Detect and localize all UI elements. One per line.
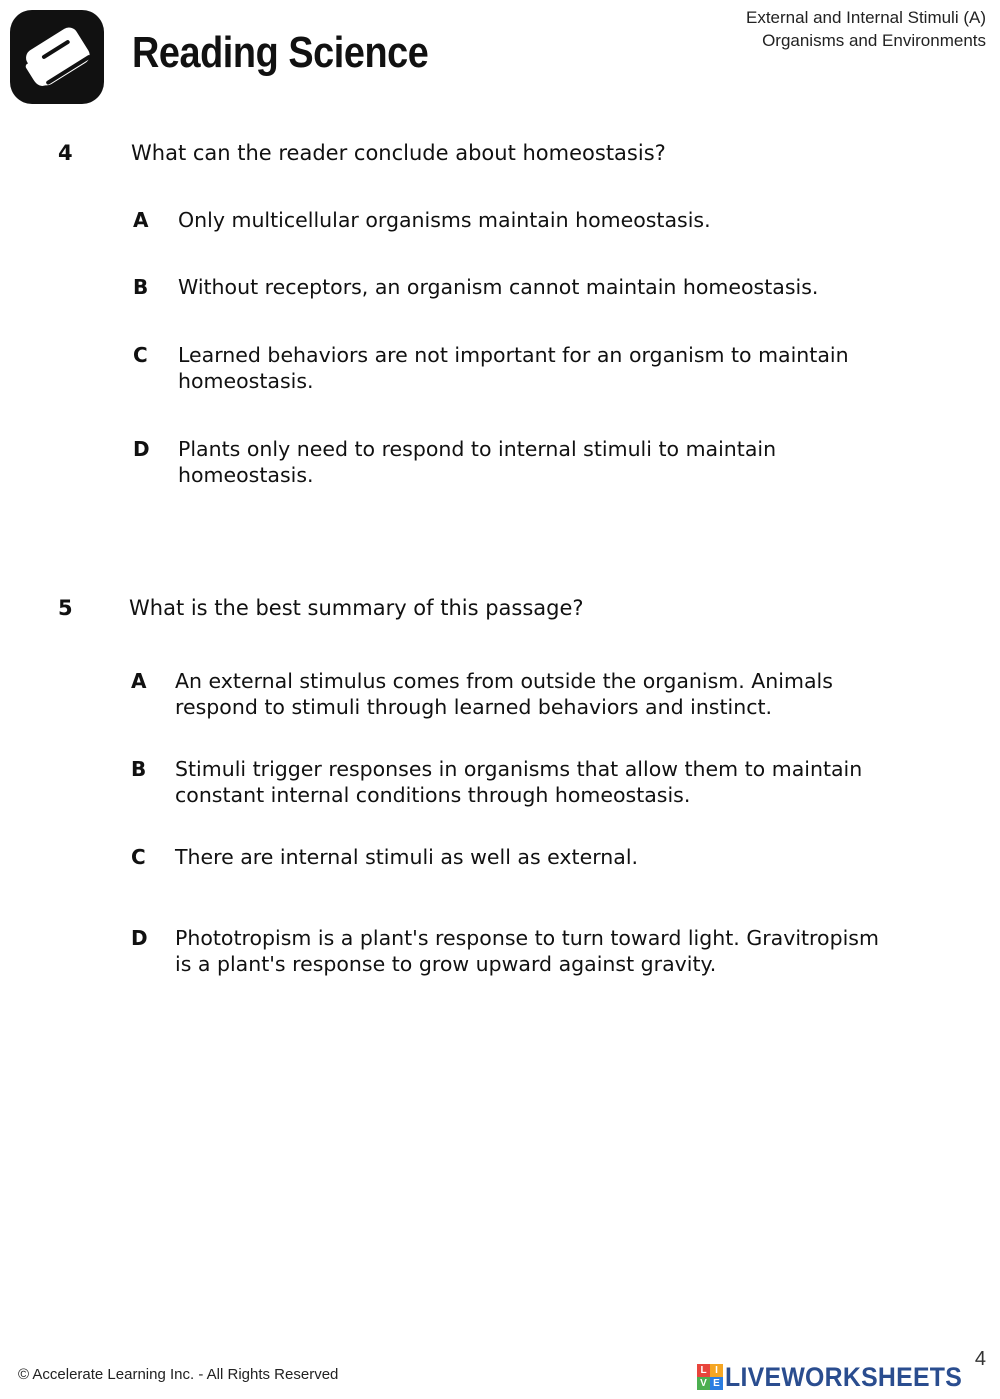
- option-line: Plants only need to respond to internal stimuli to maintain: [178, 437, 777, 461]
- option-letter: C: [133, 343, 148, 367]
- option-letter: C: [131, 845, 146, 869]
- live-badge-icon: [697, 1364, 723, 1390]
- option-letter: D: [133, 437, 150, 461]
- option-text: [175, 844, 638, 870]
- option-line: Only multicellular organisms maintain homeostasis.: [178, 208, 711, 232]
- liveworksheets-logo[interactable]: [697, 1362, 983, 1392]
- question-number: 5: [58, 596, 73, 620]
- liveworksheets-wordmark: LIVEWORKSHEETS: [725, 1361, 963, 1392]
- question-text: What can the reader conclude about homeostasis?: [131, 141, 666, 165]
- badge-letter: I: [710, 1364, 723, 1377]
- option-text: [178, 342, 849, 394]
- badge-letter: V: [697, 1377, 710, 1390]
- option-line: An external stimulus comes from outside the organism. Animals: [175, 669, 833, 693]
- option-line: Without receptors, an organism cannot maintain homeostasis.: [178, 275, 819, 299]
- worksheet-topic: [746, 6, 986, 52]
- topic-line-1: External and Internal Stimuli (A): [746, 8, 986, 27]
- option-letter: A: [133, 208, 149, 232]
- question-number: 4: [58, 141, 73, 165]
- copyright-notice: © Accelerate Learning Inc. - All Rights Reserved: [18, 1366, 339, 1383]
- option-letter: D: [131, 926, 148, 950]
- option-text: [178, 274, 818, 300]
- badge-letter: E: [710, 1377, 723, 1390]
- option-text: [175, 668, 833, 720]
- book-icon: [10, 10, 104, 104]
- badge-letter: L: [697, 1364, 710, 1377]
- option-line: Stimuli trigger responses in organisms that allow them to maintain: [175, 757, 863, 781]
- option-text: [178, 207, 711, 233]
- option-text: [178, 436, 776, 488]
- option-line: Learned behaviors are not important for an organism to maintain: [178, 343, 849, 367]
- brand-title: Reading Science: [132, 28, 429, 77]
- question-text: What is the best summary of this passage?: [129, 596, 584, 620]
- option-letter: A: [131, 669, 147, 693]
- page-number: 4: [974, 1348, 986, 1370]
- topic-line-2: Organisms and Environments: [762, 31, 986, 50]
- option-line: respond to stimuli through learned behaviors and instinct.: [175, 695, 773, 719]
- option-line: There are internal stimuli as well as external.: [175, 845, 639, 869]
- option-line: homeostasis.: [178, 463, 314, 487]
- option-line: constant internal conditions through homeostasis.: [175, 783, 691, 807]
- option-line: Phototropism is a plant's response to turn toward light. Gravitropism: [175, 926, 879, 950]
- option-line: homeostasis.: [178, 369, 314, 393]
- option-line: is a plant's response to grow upward against gravity.: [175, 952, 717, 976]
- option-letter: B: [133, 275, 149, 299]
- option-text: [175, 756, 862, 808]
- reading-science-logo: [10, 10, 104, 104]
- option-text: [175, 925, 879, 977]
- option-letter: B: [131, 757, 147, 781]
